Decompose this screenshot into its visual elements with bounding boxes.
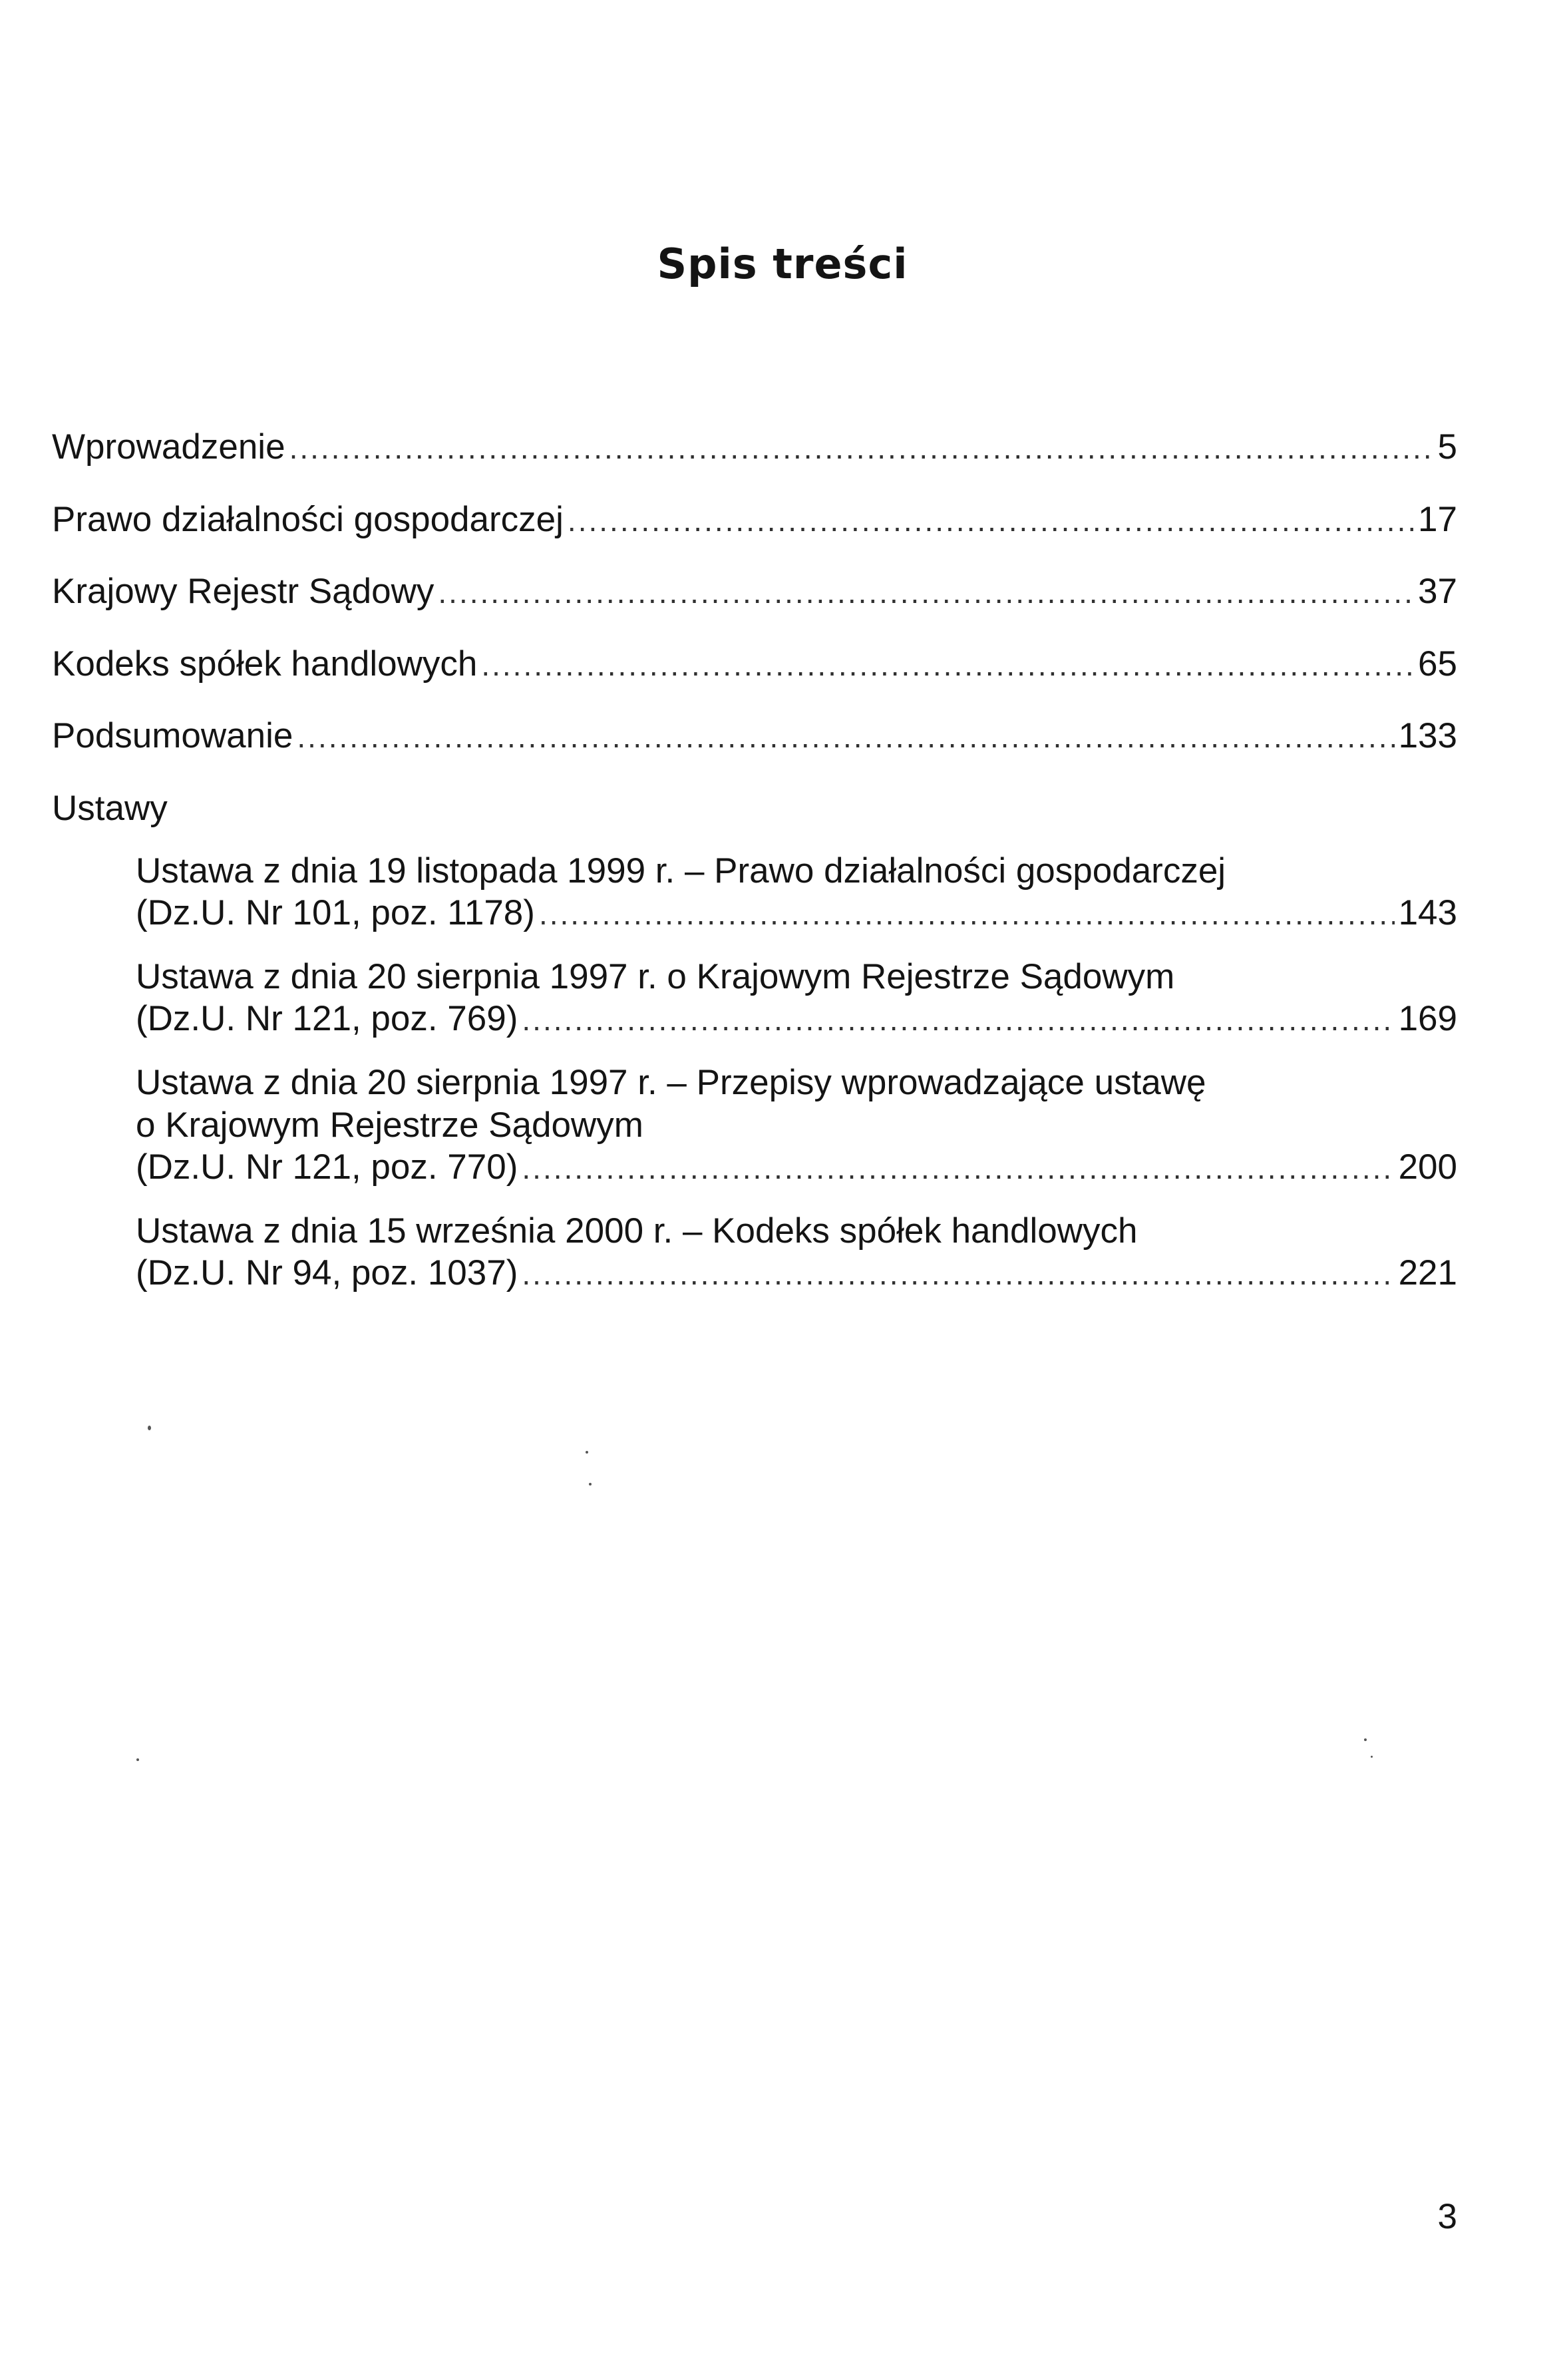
toc-entry xyxy=(52,498,1457,541)
dot-leader xyxy=(297,719,1394,755)
statute-reference: (Dz.U. Nr 121, poz. 769) xyxy=(136,999,518,1039)
dot-leader xyxy=(438,574,1414,611)
statute-title-line: Ustawa z dnia 19 listopada 1999 r. – Prawo działalności gospodarczej xyxy=(136,851,1226,891)
table-of-contents xyxy=(52,426,1457,1316)
scan-speck xyxy=(589,1483,592,1486)
statute-reference-line xyxy=(136,1146,1457,1189)
toc-entry-title: Krajowy Rejestr Sądowy xyxy=(52,572,435,612)
statute-page: 169 xyxy=(1398,999,1457,1039)
statute-reference-line xyxy=(136,1252,1457,1294)
statute-entry xyxy=(136,850,1457,934)
toc-entry xyxy=(52,643,1457,686)
statute-entry xyxy=(136,1062,1457,1189)
statute-reference-line xyxy=(136,892,1457,934)
statute-title-line: Ustawa z dnia 20 sierpnia 1997 r. o Krajowym Rejestrze Sądowym xyxy=(136,956,1175,996)
toc-entry-page: 5 xyxy=(1437,427,1457,467)
page-number: 3 xyxy=(1437,2197,1457,2236)
statute-title-line: Ustawa z dnia 20 sierpnia 1997 r. – Przepisy wprowadzające ustawę xyxy=(136,1062,1206,1102)
statute-title-line: o Krajowym Rejestrze Sądowym xyxy=(136,1105,643,1145)
statutes-list xyxy=(52,850,1457,1294)
toc-entry xyxy=(52,426,1457,469)
toc-entry-title: Kodeks spółek handlowych xyxy=(52,644,478,684)
statute-reference: (Dz.U. Nr 94, poz. 1037) xyxy=(136,1253,518,1293)
statute-title-line: Ustawa z dnia 15 września 2000 r. – Kodeks spółek handlowych xyxy=(136,1211,1138,1251)
toc-entry-page: 17 xyxy=(1418,499,1457,539)
toc-entry-title: Podsumowanie xyxy=(52,716,293,756)
dot-leader xyxy=(522,1150,1394,1187)
scan-speck xyxy=(1364,1738,1367,1741)
scan-speck xyxy=(1371,1756,1373,1758)
page-title: Spis treści xyxy=(657,240,908,288)
scan-speck xyxy=(136,1758,139,1761)
statute-page: 221 xyxy=(1398,1253,1457,1293)
statute-reference-line xyxy=(136,998,1457,1040)
section-heading: Ustawy xyxy=(52,788,168,828)
statute-reference: (Dz.U. Nr 121, poz. 770) xyxy=(136,1147,518,1187)
dot-leader xyxy=(568,502,1414,539)
dot-leader xyxy=(289,430,1434,467)
statute-page: 143 xyxy=(1398,893,1457,933)
statute-reference: (Dz.U. Nr 101, poz. 1178) xyxy=(136,893,535,933)
statute-entry xyxy=(136,956,1457,1040)
toc-entry-page: 37 xyxy=(1418,572,1457,612)
toc-entry-page: 65 xyxy=(1418,644,1457,684)
toc-entry-page: 133 xyxy=(1398,716,1457,756)
statute-page: 200 xyxy=(1398,1147,1457,1187)
scan-speck xyxy=(148,1426,151,1430)
dot-leader xyxy=(481,647,1414,684)
statute-entry xyxy=(136,1210,1457,1294)
toc-entry-title: Prawo działalności gospodarczej xyxy=(52,499,564,539)
dot-leader xyxy=(539,896,1395,932)
dot-leader xyxy=(522,1256,1394,1292)
scan-speck xyxy=(586,1451,588,1454)
toc-entry-title: Wprowadzenie xyxy=(52,427,285,467)
toc-entry xyxy=(52,570,1457,613)
toc-entry xyxy=(52,715,1457,757)
dot-leader xyxy=(522,1002,1394,1038)
